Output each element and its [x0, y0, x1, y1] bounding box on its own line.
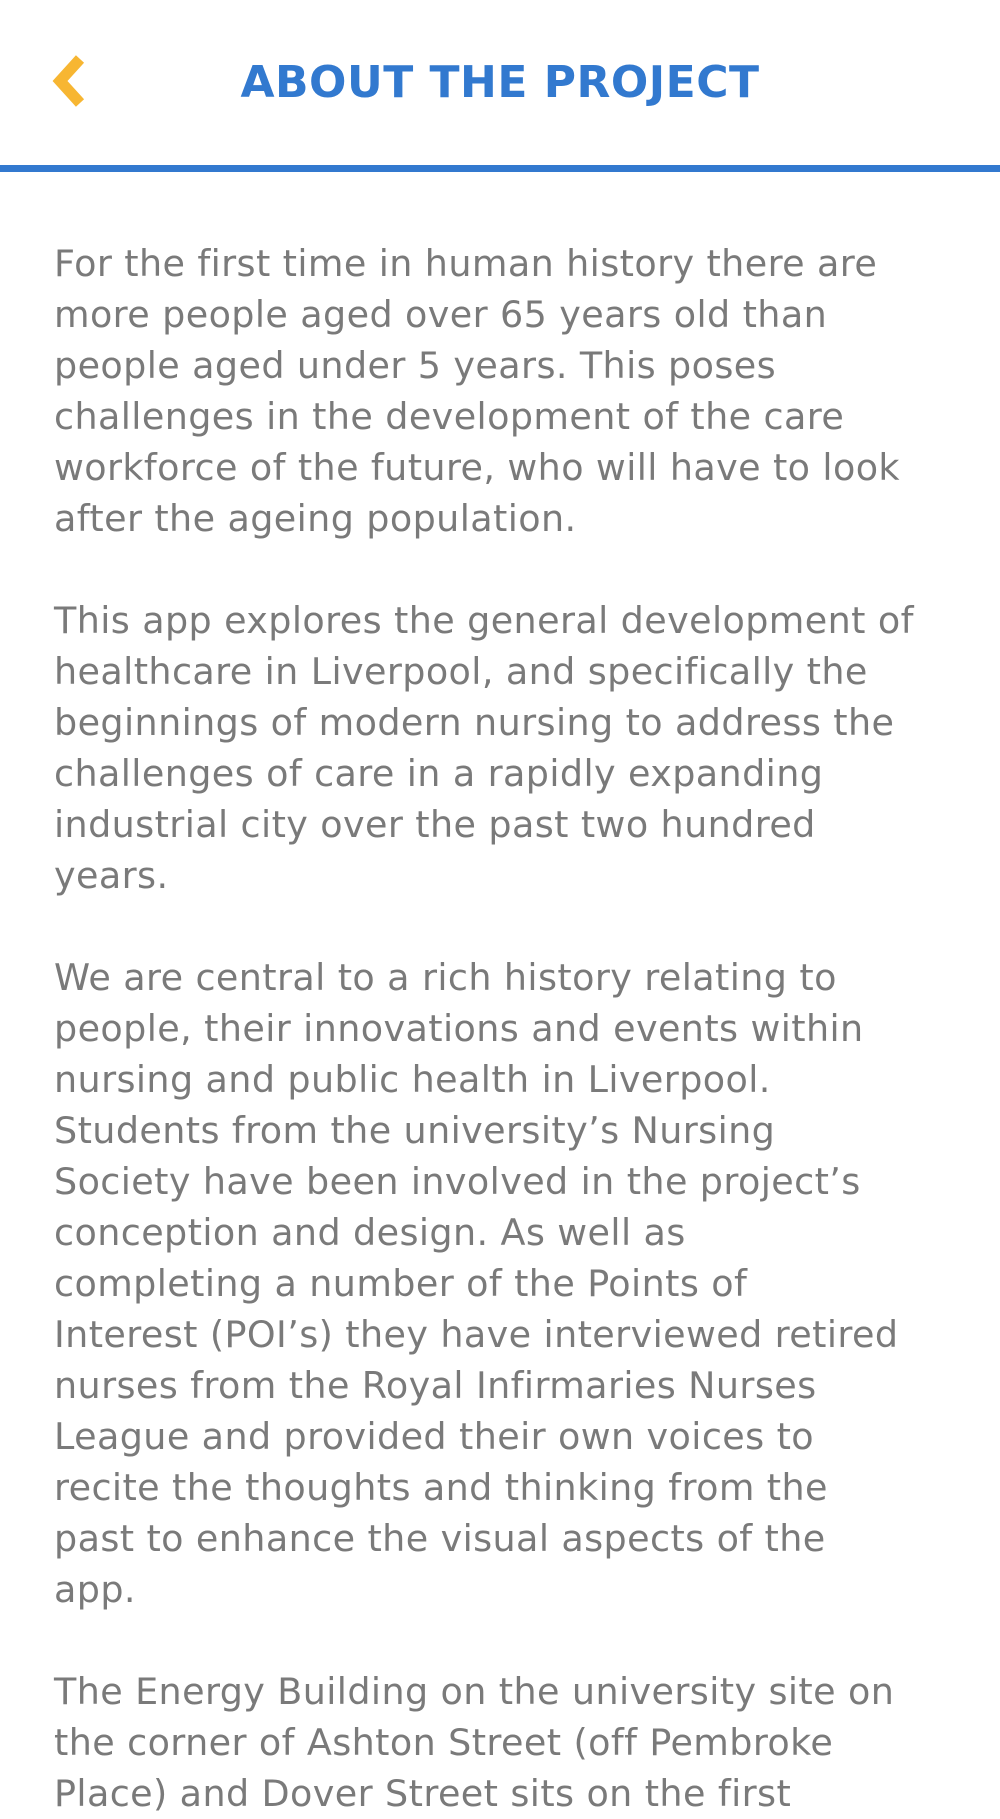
paragraph-students: We are central to a rich history relating to people, their innovations and events within nursing and public health in Liverpool. Students from the university’s Nursing Society have been involved in the project’s conception and design. As well as completing a number of the Points of Interest (POI’s) they have interviewed retired nurses from the Royal Infirmaries Nurses League and provided their own voices to recite the thoughts and thinking from the past to enhance the visual aspects of the app.: [54, 956, 899, 1611]
paragraph-energy-building: The Energy Building on the university site on the corner of Ashton Street (off Pembroke Place) and Dover Street sits on the first: [54, 1670, 895, 1815]
paragraph-app-purpose: This app explores the general development of healthcare in Liverpool, and specifically the beginnings of modern nursing to address the challenges of care in a rapidly expanding industrial city over the past two hundred years.: [54, 599, 914, 897]
paragraph-intro: For the first time in human history there are more people aged over 65 years old than people aged under 5 years. This poses challenges in the development of the care workforce of the future, who will have to look after the ageing population.: [54, 242, 900, 540]
page-title: ABOUT THE PROJECT: [240, 57, 760, 108]
about-text: [54, 238, 959, 1815]
top-bar: [0, 0, 1000, 172]
